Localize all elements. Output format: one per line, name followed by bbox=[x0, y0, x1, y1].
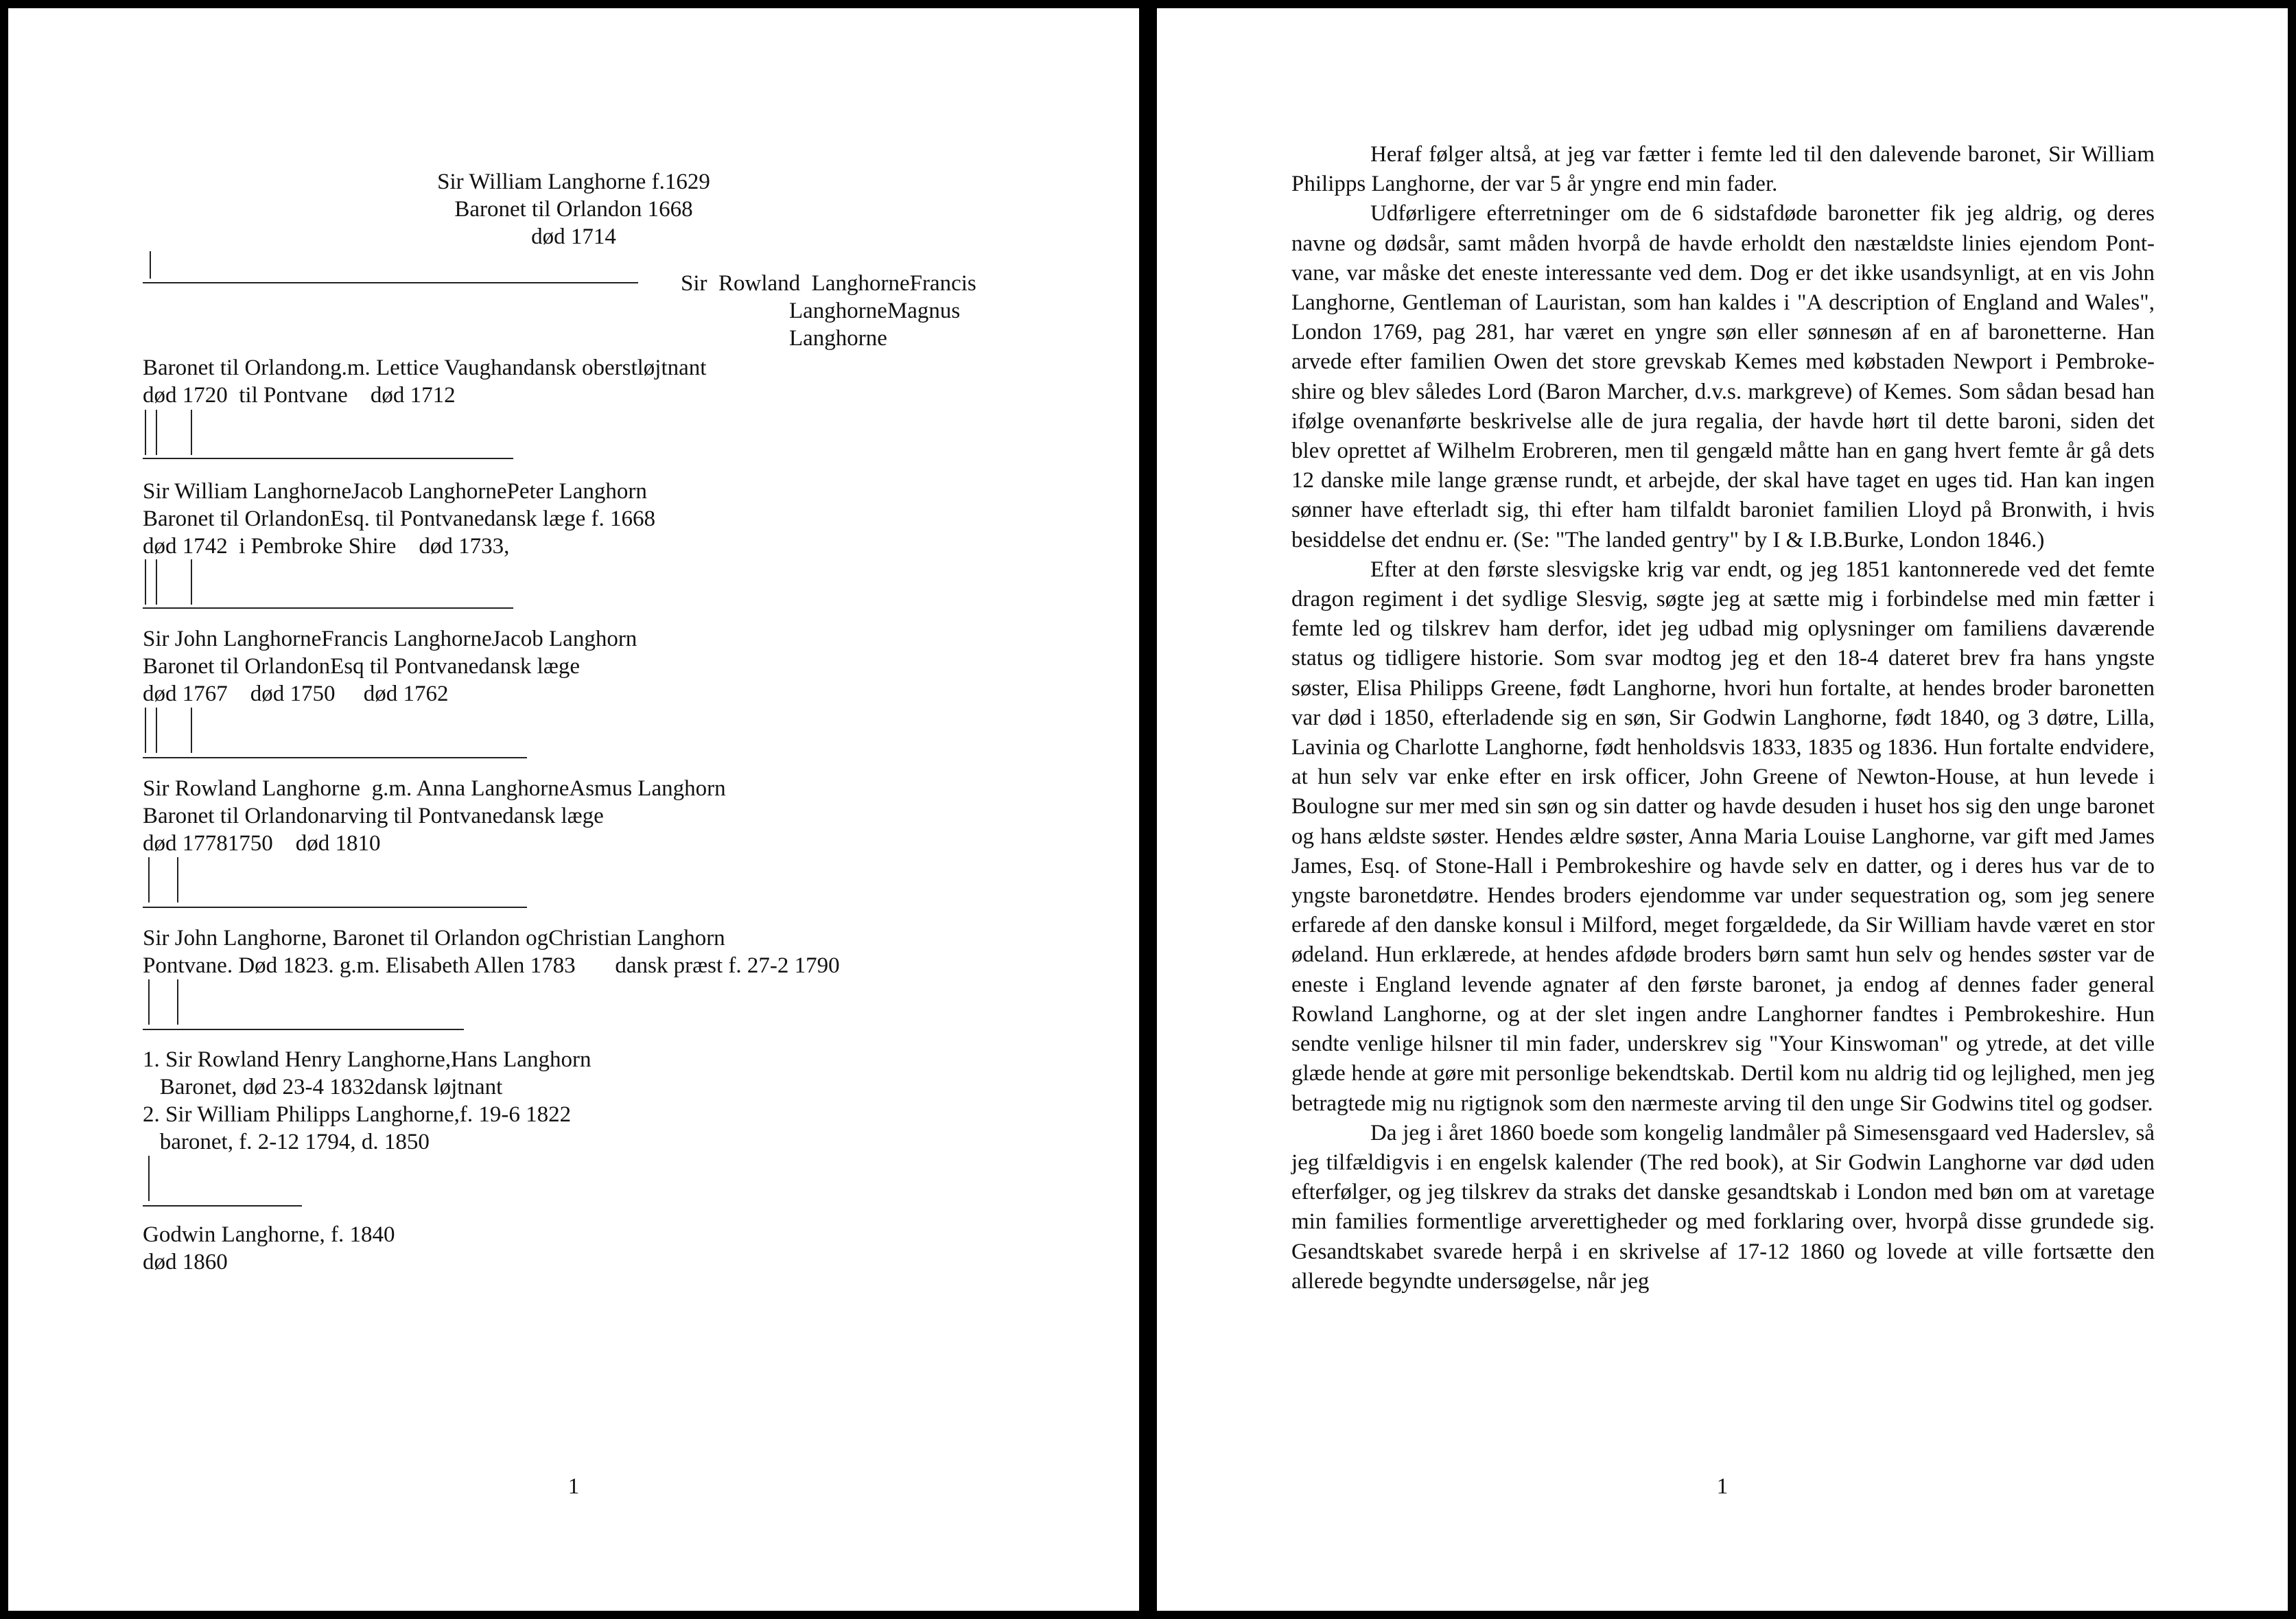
tree-connector bbox=[145, 410, 146, 455]
tree-bar bbox=[143, 1205, 302, 1207]
gen4-line-1: Sir Rowland Langhorne g.m. Anna LanghorneAsmus Langhorn bbox=[143, 776, 726, 801]
gen6-line-3: 2. Sir William Philipps Langhorne,f. 19-6 1822 bbox=[143, 1102, 572, 1127]
tree-connector bbox=[150, 251, 151, 279]
gen1-line-1: Baronet til Orlandong.m. Lettice Vaughandansk oberstløjtnant bbox=[143, 356, 707, 380]
tree-bar bbox=[143, 607, 513, 609]
gen7-line-1: Godwin Langhorne, f. 1840 bbox=[143, 1222, 395, 1247]
gen1-line-2: død 1720 til Pontvane død 1712 bbox=[143, 383, 456, 408]
gen6-line-4: baronet, f. 2-12 1794, d. 1850 bbox=[143, 1130, 430, 1154]
header-line-2: Baronet til Orlandon 1668 bbox=[454, 197, 693, 222]
paragraph-3: Efter at den første slesvigske krig var endt, og jeg 1851 kantonnerede ved det femte dragon regiment i det sydlige Slesvig, søgte jeg at sætte mig i forbindelse med min fætter i femte led og tilskrev ham derfor, idet jeg udbad mig oplysninger om familiens daværende status og tidligere historie. Som svar modtog jeg et den 18-4 dateret brev fra hans yngste søster, Elisa Philipps Greene, født Langhorne, hvori hun fortalte, at hendes broder baronetten var død i 1850, efterladende sig en søn, Sir Godwin Langhorne, født 1840, og 3 døtre, Lilla, Lavinia og Charlotte Langhorne, født henholdsvis 1833, 1835 og 1836. Hun fortalte endvidere, at hun selv var enke efter en irsk officer, John Greene of Newton-House, at hun levede i Boulogne sur mer med sin søn og sin datter og havde desuden i huset hos sig den unge baronet og hans ældste søster. Hendes ældre søster, Anna Maria Louise Langhorne, var gift med James James, Esq. of Stone-Hall i Pembrokeshire og havde selv en datter, og i deres hus var de to yngste baronetdøtre. Hendes broders ejendomme var under sequestration og, som jeg senere erfarede af den danske konsul i Milford, meget forgældede, da Sir William havde været en stor ødeland. Hun erklærede, at hendes afdøde broders børn samt hun selv og hendes søster var de eneste i England levende agnater af den første baronet, ja endog af dennes fader general Rowland Langhorne, og at der slet ingen andre Langhorner fandtes i Pembrokeshire. Hun sendte venlige hilsner til min fader, underskrev sig "Your Kinswoman" og ytrede, at det ville glæde hende at gøre mit personlige bekendtskab. Dertil kom nu aldrig tid og lejlighed, men jeg betragtede mig nu rigtignok som den nærmeste arving til den unge Sir Godwins titel og godser. bbox=[1291, 557, 2155, 1116]
paragraph-4: Da jeg i året 1860 boede som kongelig landmåler på Simesensgaard ved Haderslev, så jeg tilfældigvis i en engelsk kalender (The red book), at Sir Godwin Langhorne var død uden efterfølger, og jeg tilskrev da straks det danske gesandtskab i London med bøn om at varetage min families formentlige arverettigheder og med forklaring over, hvorpå disse grundede sig. Gesandtskabet svarede herpå i en skrivelse af 17-12 1860 og lovede at ville fortsætte den allerede begyndte undersøgelse, når jeg bbox=[1291, 1120, 2155, 1294]
gen2-line-1: Sir William LanghorneJacob LanghornePeter Langhorn bbox=[143, 479, 647, 504]
gen3-line-2: Baronet til OrlandonEsq til Pontvanedansk læge bbox=[143, 654, 580, 679]
gen5-line-2: Pontvane. Død 1823. g.m. Elisabeth Allen 1783 dansk præst f. 27-2 1790 bbox=[143, 953, 840, 978]
tree-bar bbox=[143, 1029, 464, 1030]
page-number-right: 1 bbox=[1716, 1474, 1729, 1499]
tree-connector bbox=[191, 708, 192, 753]
gen6-line-1: 1. Sir Rowland Henry Langhorne,Hans Langhorn bbox=[143, 1047, 591, 1072]
gen2-line-2: Baronet til OrlandonEsq. til Pontvanedansk læge f. 1668 bbox=[143, 506, 655, 531]
tree-connector bbox=[148, 857, 150, 902]
body-text bbox=[1291, 140, 2155, 1296]
tree-connector bbox=[191, 559, 192, 605]
gen4-line-3: død 17781750 død 1810 bbox=[143, 831, 381, 856]
gen4-line-2: Baronet til Orlandonarving til Pontvanedansk læge bbox=[143, 804, 604, 828]
gen7-line-2: død 1860 bbox=[143, 1250, 228, 1274]
left-page bbox=[8, 8, 1139, 1611]
tree-connector bbox=[145, 559, 146, 605]
tree-connector bbox=[156, 559, 157, 605]
gen5-line-1: Sir John Langhorne, Baronet til Orlandon ogChristian Langhorn bbox=[143, 926, 725, 951]
gen1-right-names-2: LanghorneMagnus bbox=[789, 299, 961, 323]
gen3-line-3: død 1767 død 1750 død 1762 bbox=[143, 682, 449, 706]
gen3-line-1: Sir John LanghorneFrancis LanghorneJacob Langhorn bbox=[143, 627, 637, 651]
tree-bar bbox=[143, 907, 527, 908]
tree-connector bbox=[191, 410, 192, 455]
tree-bar bbox=[143, 282, 638, 283]
gen6-line-2: Baronet, død 23-4 1832dansk løjtnant bbox=[143, 1075, 503, 1099]
tree-connector bbox=[156, 708, 157, 753]
tree-connector bbox=[148, 1156, 150, 1201]
tree-bar bbox=[143, 757, 527, 758]
header-line-1: Sir William Langhorne f.1629 bbox=[437, 170, 710, 194]
tree-connector bbox=[145, 708, 146, 753]
gen1-right-names-3: Langhorne bbox=[789, 326, 887, 351]
gen1-right-names-1: Sir Rowland LanghorneFrancis bbox=[681, 271, 976, 296]
page-number-left: 1 bbox=[567, 1474, 580, 1499]
paragraph-1: Heraf følger altså, at jeg var fætter i femte led til den dalevende baronet, Sir William Philipps Langhorne, der var 5 år yngre end min fader. bbox=[1291, 142, 2155, 197]
tree-connector bbox=[148, 979, 150, 1025]
header-line-3: død 1714 bbox=[531, 224, 616, 249]
tree-bar bbox=[143, 458, 513, 459]
paragraph-2: Udførligere efterretninger om de 6 sidstafdøde baronetter fik jeg aldrig, og deres navne og dødsår, samt måden hvorpå de havde erholdt den næstældste linies ejendom Pont-vane, var måske det eneste interessante ved dem. Dog er det ikke usandsynligt, at en vis John Langhorne, Gentleman of Lauristan, som han kaldes i "A description of England and Wales", London 1769, pag 281, har været en yngre søn eller sønnesøn af en af baronetterne. Han arvede efter familien Owen det store grevskab Kemes med købstaden Newport i Pembroke-shire og blev således Lord (Baron Marcher, d.v.s. markgreve) of Kemes. Som sådan besad han ifølge ovenanførte beskrivelse alle de jura regalia, der havde hørt til dette baroni, siden det blev oprettet af Wilhelm Erobreren, men til gengæld måtte han en gang hvert femte år gå dets 12 danske mile lange grænse rundt, et arbejde, der skal have taget en uges tid. Han kan ingen sønner have efterladt sig, thi efter ham tilfaldt baroniet familien Lloyd på Bronwith, i hvis besiddelse det endnu er. (Se: "The landed gentry" by I & I.B.Burke, London 1846.) bbox=[1291, 201, 2155, 552]
right-page bbox=[1157, 8, 2288, 1611]
gen2-line-3: død 1742 i Pembroke Shire død 1733, bbox=[143, 534, 510, 559]
tree-connector bbox=[177, 979, 178, 1025]
tree-connector bbox=[156, 410, 157, 455]
tree-connector bbox=[177, 857, 178, 902]
